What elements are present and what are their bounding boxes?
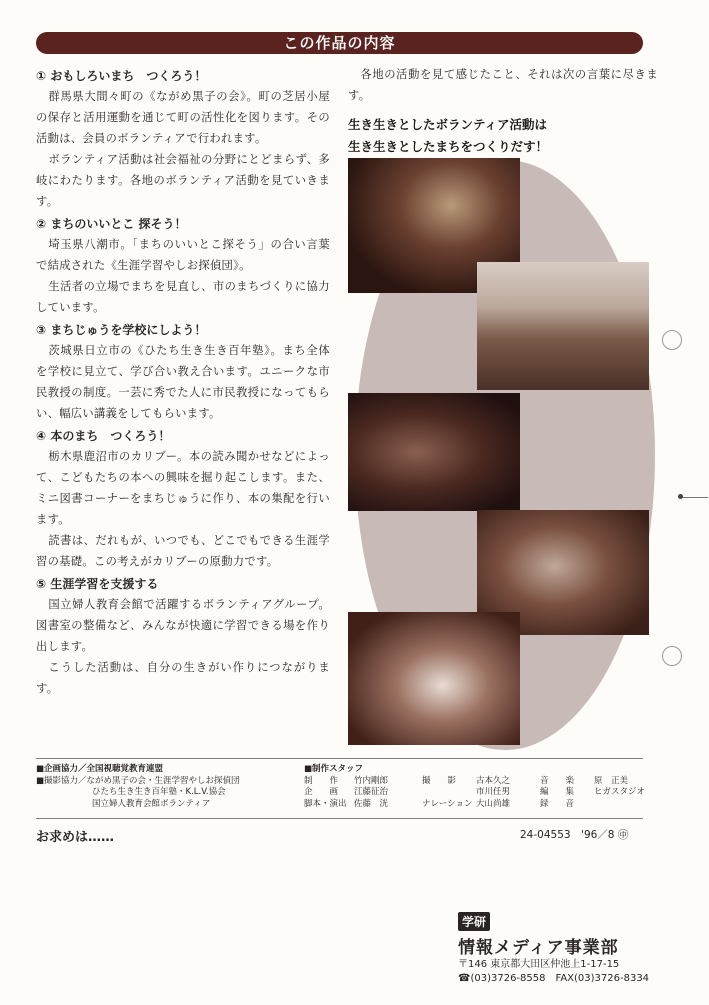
photo-lecture-room [348, 393, 520, 511]
program-description [36, 64, 330, 699]
fold-mark [680, 497, 708, 498]
staff-name: 大山尚雄 [476, 798, 511, 809]
section-5-para-2: こうした活動は、自分の生きがい作りにつながります。 [36, 661, 330, 695]
section-4-para-1: 栃木県鹿沼市のカリブー。本の読み聞かせなどによって、こどもたちの本への興味を掘り起こします。また、ミニ図書コーナーをまちじゅうに作り、本の集配を行います。 [36, 450, 330, 526]
filming-credit: ■撮影協力／ながめ黒子の会・生涯学習やしお探偵団 [36, 775, 240, 786]
staff-name: 江藤征治 [354, 787, 389, 797]
staff-row [304, 776, 644, 788]
section-3-title: ③ まちじゅうを学校にしよう！ [36, 323, 207, 337]
slogan-line-1: 生き生きとしたボランティア活動は [348, 117, 548, 132]
section-2-para-2: 生活者の立場でまちを見直し、市のまちづくりに協力しています。 [36, 280, 330, 314]
publisher-phone: ☎(03)3726-8558 FAX(03)3726-8334 [458, 973, 650, 984]
section-1-para-1: 群馬県大間々町の《ながめ黒子の会》。町の芝居小屋の保存と活用運動を通じて町の活性化を図ります。その活動は、会員のボランティアで行われます。 [36, 90, 330, 145]
publisher-name: 情報メディア事業部 [458, 938, 619, 958]
publisher-block [458, 911, 649, 986]
publisher-address: 〒146 東京都大田区仲池上1-17-15 [458, 959, 620, 970]
staff-row [304, 799, 644, 811]
credits [36, 758, 646, 809]
staff-role: 編 集 [540, 787, 575, 797]
staff-name: 原 正美 [594, 775, 629, 786]
binder-hole [662, 646, 682, 666]
section-4-title: ④ 本のまち つくろう！ [36, 429, 171, 443]
filming-credit-line-3: 国立婦人教育会館ボランティア [92, 798, 211, 809]
filming-credit-line-2: ひたち生き生き百年塾・K.L.V.協会 [92, 787, 226, 797]
section-5-title: ⑤ 生涯学習を支援する [36, 577, 159, 591]
staff-role: 制 作 [304, 775, 339, 786]
cooperation-credits [36, 764, 301, 810]
footer-divider [36, 818, 643, 819]
photo-children-outdoor [477, 262, 649, 390]
planning-credit: ■企画協力／全国視聴覚教育連盟 [36, 764, 164, 774]
gakken-logo: 学研 [458, 912, 490, 931]
fold-mark-dot [678, 494, 683, 499]
staff-heading: ■制作スタッフ [304, 764, 364, 774]
section-banner [36, 32, 643, 54]
summary-intro: 各地の活動を見て感じたこと、それは次の言葉に尽きます。 [348, 68, 658, 102]
section-2-para-1: 埼玉県八潮市。「まちのいいとこ探そう」の合い言葉で結成された《生涯学習やしお探偵団》。 [36, 238, 330, 272]
banner-title: この作品の内容 [283, 34, 396, 52]
staff-role: 撮 影 [422, 775, 457, 786]
section-4-para-2: 読書は、だれもが、いつでも、どこでもできる生涯学習の基礎。この考えがカリブーの原動力です。 [36, 534, 330, 568]
section-1-para-2: ボランティア活動は社会福祉の分野にとどまらず、多岐にわたります。各地のボランティア活動を見ていきます。 [36, 153, 330, 208]
section-3-para-1: 茨城県日立市の《ひたち生き生き百年塾》。まち全体を学校に見立て、学び合い教え合います。ユニークな市民教授の制度。一芸に秀でた人に市民教授になってもらい、幅広い講義をしてもらいます。 [36, 344, 330, 420]
staff-role: 録 音 [540, 798, 575, 809]
staff-role: 企 画 [304, 787, 339, 797]
binder-hole [662, 330, 682, 350]
summary-column [348, 64, 658, 158]
staff-name: 市川任男 [476, 787, 511, 797]
section-2-title: ② まちのいいとこ 探そう！ [36, 217, 187, 231]
staff-name: 佐藤 洸 [354, 798, 389, 809]
section-5-para-1: 国立婦人教育会館で活躍するボランティアグループ。図書室の整備など、みんなが快適に学習できる場を作り出します。 [36, 598, 330, 653]
order-prompt: お求めは…… [36, 830, 115, 845]
staff-name: ヒガスタジオ [594, 787, 646, 797]
photo-library-volunteers [348, 612, 520, 745]
catalog-code: 24-04553 '96／8 ㊥ [520, 829, 629, 841]
staff-name: 古本久之 [476, 775, 511, 786]
staff-role: 音 楽 [540, 775, 575, 786]
staff-role: ナレーション [422, 798, 473, 809]
section-1-title: ① おもしろいまち つくろう！ [36, 69, 207, 83]
staff-name: 竹内剛郎 [354, 775, 389, 786]
staff-credits [304, 764, 644, 810]
slogan-line-2: 生き生きとしたまちをつくりだす！ [348, 139, 549, 154]
staff-row [304, 787, 644, 799]
staff-role: 脚本・演出 [304, 798, 347, 809]
